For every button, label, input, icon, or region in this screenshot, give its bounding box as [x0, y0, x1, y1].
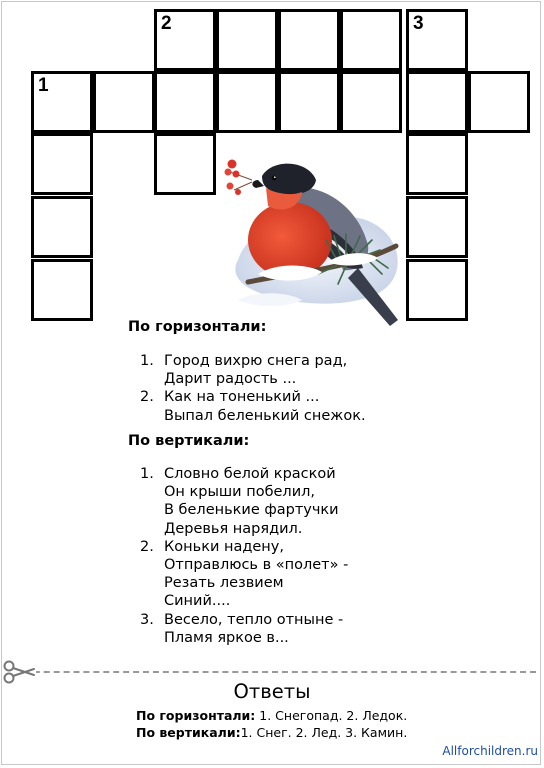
clue-line: Выпал беленький снежок.	[164, 407, 366, 424]
vertical-clue-3	[128, 611, 348, 647]
clue-number-2: 2	[161, 13, 172, 34]
crossword-cell[interactable]	[278, 71, 340, 133]
horizontal-clue-list	[128, 352, 366, 425]
crossword-cell[interactable]	[31, 259, 93, 321]
clue-line: Синий....	[164, 593, 231, 610]
clue-index: 1.	[140, 466, 154, 482]
clue-line: Дарит радость ...	[164, 371, 297, 388]
clue-line: Пламя яркое в...	[164, 629, 289, 646]
crossword-cell[interactable]	[340, 71, 402, 133]
clue-line: Весело, тепло отныне -	[164, 611, 344, 628]
clue-index: 3.	[140, 611, 154, 628]
clue-line: Деревья нарядил.	[164, 520, 303, 537]
clue-line: Город вихрю снега рад,	[164, 353, 348, 369]
crossword-cell[interactable]	[154, 9, 216, 71]
crossword-cell[interactable]	[31, 196, 93, 258]
clue-number-3: 3	[413, 13, 424, 34]
vertical-clue-2	[128, 538, 348, 611]
answers-vertical	[136, 725, 407, 740]
crossword-cell[interactable]	[216, 71, 278, 133]
bullfinch-illustration	[218, 150, 408, 336]
clue-line: Резать лезвием	[164, 575, 284, 592]
answers-horizontal	[136, 708, 407, 723]
horizontal-section-title: По горизонтали:	[128, 319, 267, 335]
crossword-cell[interactable]	[154, 71, 216, 133]
crossword-cell[interactable]	[406, 9, 468, 71]
crossword-cell[interactable]	[406, 196, 468, 258]
crossword-cell[interactable]	[468, 71, 530, 133]
crossword-cell[interactable]	[154, 133, 216, 195]
clue-line: Коньки надену,	[164, 538, 284, 555]
crossword-cell[interactable]	[406, 259, 468, 321]
clue-line: Отправлюсь в «полет» -	[164, 557, 349, 574]
clue-index: 1.	[140, 353, 154, 369]
answers-vertical-text: 1. Снег. 2. Лед. 3. Камин.	[240, 725, 408, 740]
crossword-cell[interactable]	[31, 71, 93, 133]
clue-line: Словно белой краской	[164, 466, 336, 482]
crossword-cell[interactable]	[31, 133, 93, 195]
site-watermark: Allforchildren.ru	[442, 744, 538, 758]
crossword-cell[interactable]	[406, 71, 468, 133]
clue-index: 2.	[140, 538, 154, 555]
cut-line	[14, 671, 536, 673]
crossword-cell[interactable]	[216, 9, 278, 71]
clue-index: 2.	[140, 389, 154, 406]
vertical-clue-1	[128, 465, 348, 538]
answers-horizontal-label: По горизонтали:	[136, 708, 256, 723]
answers-horizontal-text: 1. Снегопад. 2. Ледок.	[255, 708, 408, 723]
crossword-cell[interactable]	[278, 9, 340, 71]
crossword-cell[interactable]	[406, 133, 468, 195]
answers-title: Ответы	[233, 680, 311, 703]
clue-line: Как на тоненький ...	[164, 389, 320, 406]
vertical-section-title: По вертикали:	[128, 433, 250, 449]
clue-number-1: 1	[38, 75, 49, 96]
crossword-cell[interactable]	[340, 9, 402, 71]
clue-line: В беленькие фартучки	[164, 502, 339, 519]
vertical-clue-list	[128, 465, 348, 647]
clue-line: Он крыши побелил,	[164, 484, 315, 501]
crossword-cell[interactable]	[93, 71, 155, 133]
horizontal-clue-1	[128, 352, 366, 388]
answers-vertical-label: По вертикали:	[136, 725, 241, 740]
horizontal-clue-2	[128, 388, 366, 424]
